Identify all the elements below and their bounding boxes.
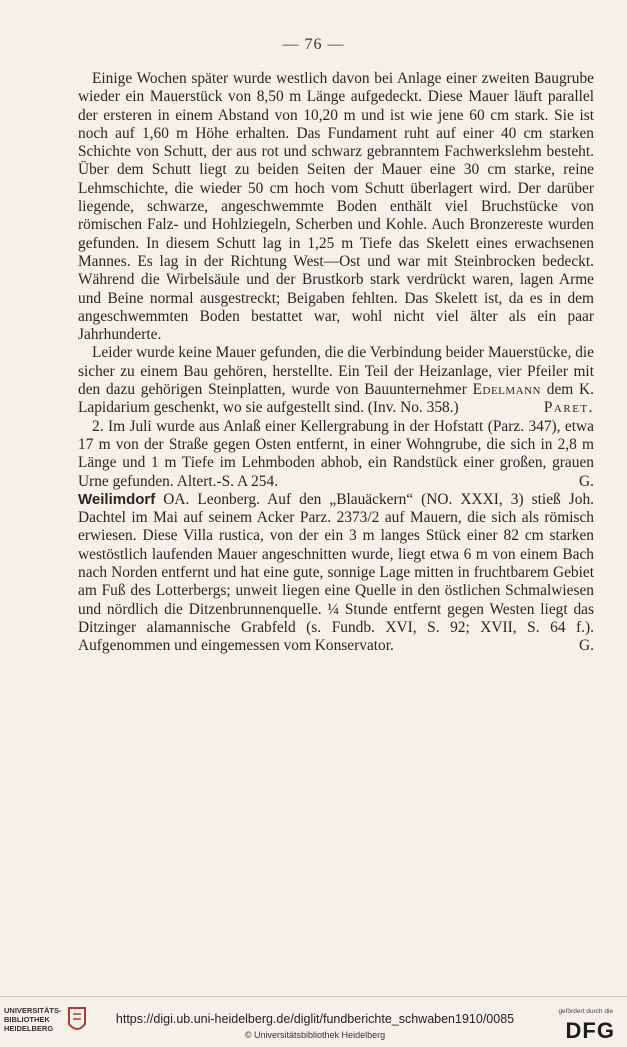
author-signature: G. [579, 637, 594, 655]
funder-note: gefördert durch die [558, 1008, 613, 1015]
footer [0, 1000, 627, 1047]
paragraph-text: dem K. Lapidarium geschenkt, wo sie aufgestellt sind. (Inv. No. 358.) [78, 381, 594, 417]
paragraph-text: OA. Leonberg. Auf den „Blauäckern“ (NO. XXXI, 3) stieß Joh. Dachtel im Mai auf seinem Acker Parz. 2373/2 auf Mauern, die sich als römisch erwiesen. Diese Villa rustica, von der ein 3 m langes Stück einer 82 cm starken westöstlich laufenden Mauer angeschnitten wurde, liegt etwa 6 m von einem Bach nach Norden entfernt und hat eine gute, sonnige Lage mitten in fruchtbarem Gebiet am Fuß des Lotterbergs; unweit liegen eine Quelle in den östlichen Schmalwiesen und nördlich die Ditzenbrunnenquelle. ¼ Stunde entfernt gegen Westen liegt das Ditzinger alamannische Grabfeld (s. Fundb. XVI, S. 92; XVII, S. 64 f.). Aufgenommen und eingemessen vom Konservator. [78, 490, 594, 655]
document-body [78, 70, 594, 656]
paragraph-text: Leider wurde keine Mauer gefunden, die die Verbindung beider Mauerstücke, die sicher zu einem Bau gehören, herstellte. Ein Teil der Heizanlage, vier Pfeiler mit den dazu gehörigen Steinplatten, wurde von Bauunternehmer [78, 344, 594, 399]
library-logo: UNIVERSITÄTS- BIBLIOTHEK HEIDELBERG [4, 1006, 62, 1033]
permalink-link[interactable]: https://digi.ub.uni-heidelberg.de/diglit/fundberichte_schwaben1910/0085 [115, 1012, 515, 1026]
page-number: — 76 — [282, 36, 345, 53]
place-heading: Weilimdorf [78, 490, 156, 508]
paragraph-text: 2. Im Juli wurde aus Anlaß einer Kellergrabung in der Hofstatt (Parz. 347), etwa 17 m von der Straße gegen Osten entfernt, in einer Wohngrube, die sich in 2,8 m Länge und 1 m Tiefe im Lehmboden abhob, ein Randstück einer großen, grauen Urne gefunden. Altert.-S. A 254. [78, 417, 594, 490]
author-signature: G. [579, 472, 594, 490]
dfg-logo: DFG [565, 1018, 615, 1043]
paragraph [78, 491, 594, 656]
paragraph [78, 344, 594, 417]
paragraph [78, 418, 594, 491]
paragraph: Einige Wochen später wurde westlich davon bei Anlage einer zweiten Baugrube wieder ein Mauerstück von 8,50 m Länge aufgedeckt. Diese Mauer läuft parallel der ersteren in einem Abstand von 10,20 m und ist wie jene 60 cm stark. Sie ist noch auf 1,60 m Höhe erhalten. Das Fundament ruht auf einer 40 cm starken Schichte von Schutt, der aus rot und schwarz gebranntem Fachwerkslehm besteht. Über dem Schutt liegt zu beiden Seiten der Mauer eine 30 cm starke, reine Lehmschichte, die wieder 50 cm hoch vom Schutt überlagert wird. Der darüber liegende, schwarze, angeschwemmte Boden enthält viel Bruchstücke von römischen Falz- und Hohlziegeln, Scherben und Kohle. Auch Bronzereste wurden gefunden. In diesem Schutt lag in 1,25 m Tiefe das Skelett eines erwachsenen Mannes. Es lag in der Richtung West—Ost und war mit Steinbrocken bedeckt. Während die Wirbelsäule und der Brustkorb stark verdrückt waren, lagen Arme und Beine normal ausgestreckt; Beigaben fehlten. Das Skelett ist, da es in dem angeschwemmten Boden bestattet war, wohl nicht viel älter als ein paar Jahrhunderte. [78, 70, 594, 344]
library-seal-icon [66, 1006, 88, 1036]
copyright-notice: © Universitätsbibliothek Heidelberg [244, 1030, 386, 1040]
footer-divider [0, 996, 627, 997]
author-signature: Paret. [543, 399, 594, 417]
person-name: Edelmann [472, 381, 542, 399]
